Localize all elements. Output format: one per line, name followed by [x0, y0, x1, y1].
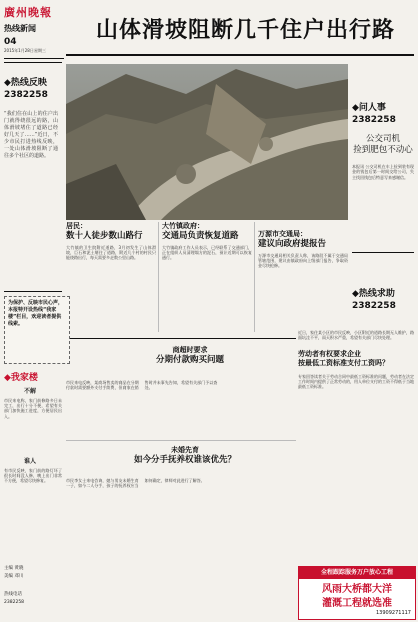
article-town-text: 大竹镇政府工作人员表示，已经联系了交通部门，正在组织人员清理塌方的泥石，预计近期可以恢复通行。	[162, 245, 252, 261]
main-headline: 山体滑坡阻断几千住户出行路	[96, 17, 396, 43]
article-mall-label: 商超时要求	[172, 346, 208, 354]
left-box-title: ◆热线反映	[4, 78, 47, 88]
article-mall-title: 分期付款购买问题	[155, 355, 224, 365]
left-box-text: “我们住在山上的住户出门就得绕很远的路，山体滑坡堵住了道路已经好几天了……”近日，不少市民打进热线反映，一处山体滑坡阻断了通往多个社区的道路。	[4, 111, 58, 160]
article-residents	[66, 222, 156, 261]
right-help-text: 近日，家住某小区的市民反映，小区附近的道路长期无人维护，路面坑洼不平，雨天积水严重，希望有关部门尽快处理。	[298, 330, 414, 341]
editor-credit: 主编 黄晓	[4, 566, 24, 571]
article-residents-title: 数十人徒步数山路行	[66, 231, 143, 241]
my-building-heading: ◆我家楼	[4, 373, 38, 383]
landslide-photo	[66, 64, 348, 220]
page-number: 04	[4, 37, 17, 47]
article-wage-title: 劳动者有权要求企业 按最低工资标准支付工资吗？	[298, 350, 389, 367]
hotline-label: 热线电话	[4, 592, 22, 597]
my-building-text: 市民来电称，家门前修路多日未完工，出行十分不便，希望有关部门加快施工进度，方便居民出入。	[4, 398, 62, 419]
right-hotline-box	[352, 62, 414, 250]
left-hotline-box	[4, 62, 62, 292]
article-custody	[100, 446, 270, 465]
article-town-label: 大竹镇政府：	[162, 222, 204, 230]
article-wage-text: 专家回答读者关于劳动合同中最低工资标准的问题，劳动者在法定工作时间内提供了正常劳动的，用人单位支付的工资不得低于当地最低工资标准。	[298, 374, 414, 390]
article-transport-bureau	[258, 230, 348, 269]
ad-top-banner: 全程跟踪服务万户放心工程	[299, 567, 415, 579]
ad-line-1: 风雨大桥都大洋	[322, 584, 392, 596]
landslide-photo-graphic	[66, 64, 348, 220]
article-residents-text: 大竹镇的卫生院附近道路，3月初发生了山体滑坡，巨石和泥土堵住了道路，附近几个村的村民只能绕路出行，每天需要多走数公里山路。	[66, 245, 156, 261]
lower-rule	[66, 440, 296, 441]
masthead-rule	[4, 58, 64, 59]
article-custody-label: 未婚先育	[171, 446, 199, 454]
notice-box	[4, 296, 70, 364]
right-help-phone: 2382258	[352, 301, 396, 312]
article-mall	[120, 346, 260, 365]
article-custody-text: 市民李女士来电咨询，她与男友未婚生育一子，如今二人分手，孩子的抚养权应当如何确定，律师对此进行了解答。	[66, 478, 205, 489]
right-box-title: ◆问人事	[352, 103, 386, 113]
issue-date: 2015年1月28日	[4, 48, 34, 53]
headline-rule	[66, 54, 414, 56]
lower-box-text: 有市民反映，家门前的路灯坏了很长时间没人修，晚上出门非常不方便，希望尽快修复。	[4, 468, 62, 484]
article-divider-2	[254, 222, 255, 332]
article-transport-title: 建议向政府提报告	[258, 239, 327, 249]
masthead-logo: 廣州晚報	[4, 6, 52, 19]
article-divider-1	[158, 222, 159, 332]
mid-rule	[66, 338, 296, 339]
my-building-sub: 不解	[24, 388, 37, 395]
article-transport-text: 万源市交通局相关负责人称，该路段不属于交通局管辖范围，建议由镇政府向上级部门报告，争取资金尽快抢修。	[258, 253, 348, 269]
right-box-phone: 2382258	[352, 115, 396, 126]
article-town-government	[162, 222, 252, 261]
ad-phone: 13909271117	[376, 610, 411, 617]
article-mall-text: 市民来电反映，某商场售卖的商品在分期付款时需要额外支付手续费，但商家在销售时并未事先告知，希望有关部门予以查处。	[66, 380, 218, 391]
article-residents-label: 居民：	[66, 222, 87, 230]
left-box-phone: 2382258	[4, 90, 48, 101]
lower-box-heading: 谁人	[24, 458, 37, 465]
ad-line-2: 灌溉工程就选准	[322, 597, 392, 609]
right-box-divider	[352, 252, 414, 253]
hotline-number: 2382258	[4, 600, 25, 605]
designer-credit: 美编 邓川	[4, 574, 24, 579]
article-town-title: 交通局负责恢复道路	[162, 231, 239, 241]
article-wage	[298, 350, 414, 390]
page-section-title: 热线新闻	[4, 24, 36, 33]
issue-weekday: 星期三	[34, 48, 46, 53]
right-box-text: 本报讯 公交司机在车上捡到装有现金的钱包后第一时间交给公司，失主找回钱包后特意写来感谢信。	[352, 164, 414, 180]
right-box-item-title: 公交司机 捡到肥包不动心	[353, 134, 413, 156]
advertisement	[298, 566, 416, 620]
notice-box-text: 为保护、反映市民心声，本报特开设热线“我家楼”栏目，欢迎读者提供线索。	[8, 300, 64, 327]
article-custody-title: 如今分手抚养权谁该优先？	[133, 455, 236, 465]
article-transport-label: 万源市交通局：	[258, 230, 307, 238]
right-help-title: ◆热线求助	[352, 289, 395, 299]
